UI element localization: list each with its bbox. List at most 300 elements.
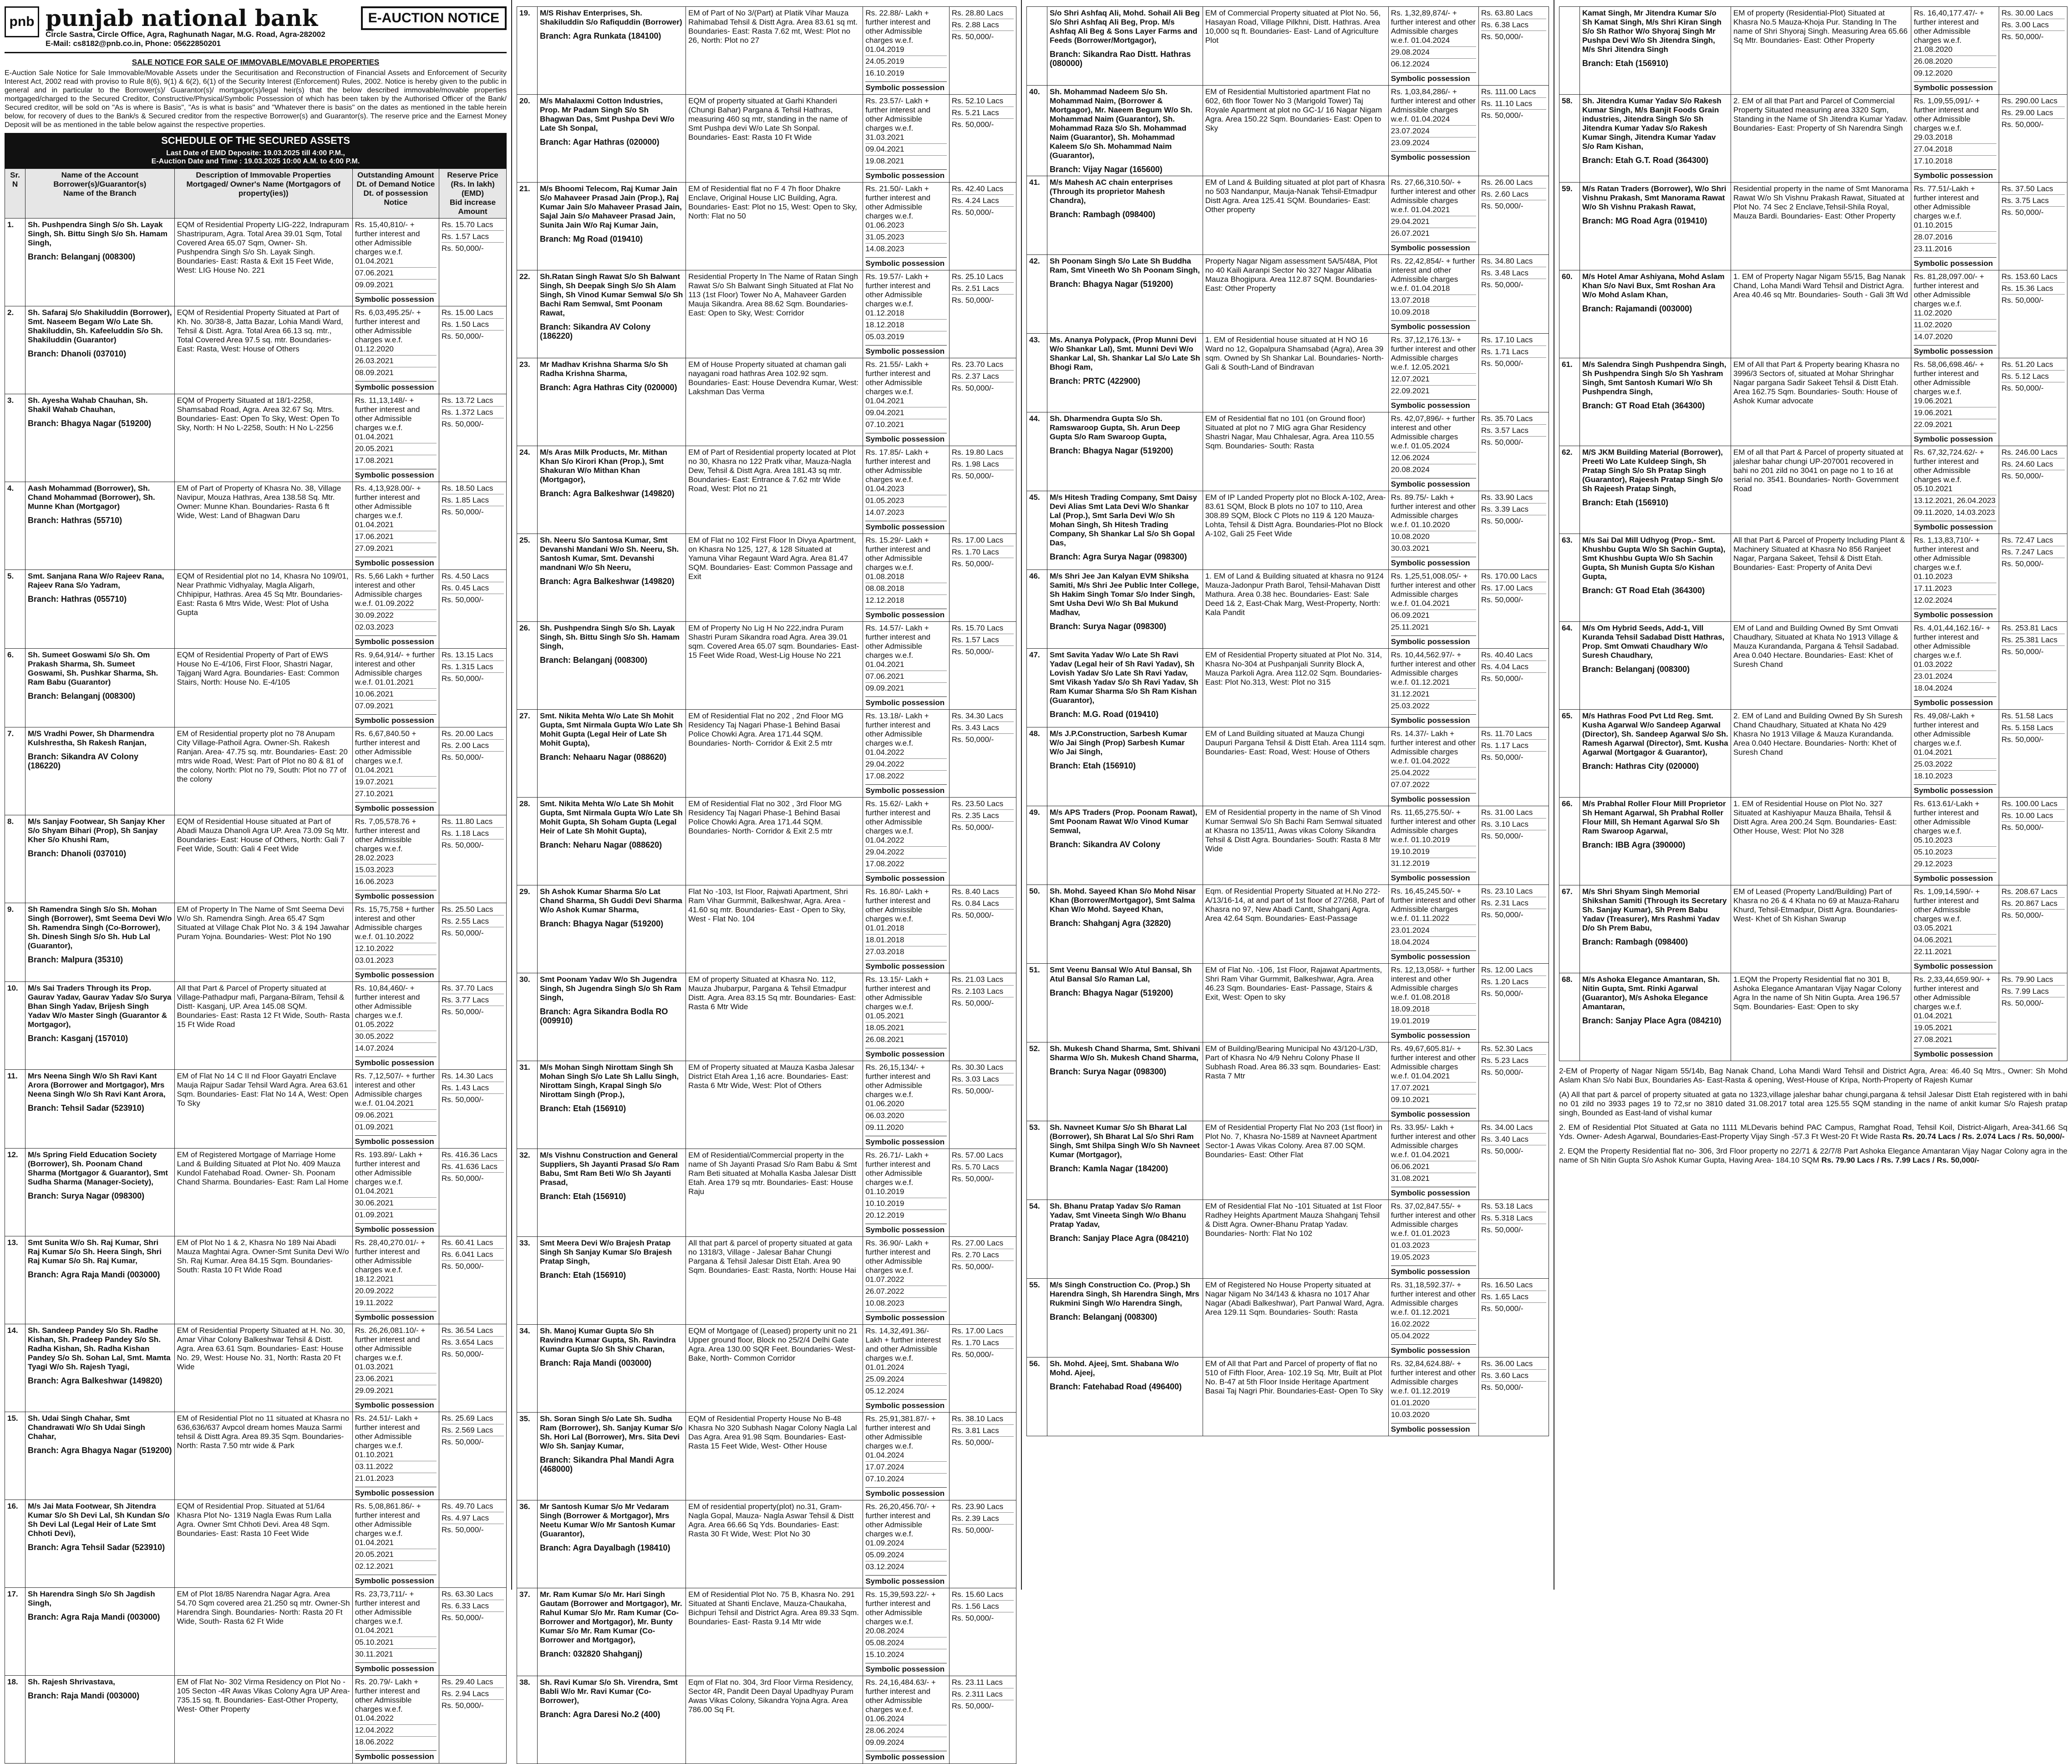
borrower-cell bbox=[25, 482, 175, 570]
possession-notice-date: 02.12.2021 bbox=[355, 1561, 437, 1571]
property-description: EQM of Residential Prop. Situated at 51/64 Khasra Plot No- 1319 Nagla Ewas Rum Lalla Agra. Owner Smt Chhoti Devi. Area 48 Sqm. Boundaries- East: Rasta 10 Feet Wide bbox=[174, 1500, 352, 1588]
demand-notice-date: 05.10.2021 bbox=[355, 1637, 437, 1647]
demand-notice-date: 09.04.2021 bbox=[865, 143, 946, 154]
possession-type: Symbolic possession bbox=[1391, 635, 1476, 646]
reserve-cell bbox=[949, 1237, 1016, 1325]
emd-amount: Rs. 2.37 Lacs bbox=[952, 372, 1014, 382]
reserve-price: Rs. 4.50 Lacs bbox=[442, 572, 504, 582]
reserve-price: Rs. 27.00 Lacs bbox=[952, 1239, 1014, 1249]
bid-increment: Rs. 50,000/- bbox=[442, 1350, 484, 1358]
demand-notice-date: 23.07.2024 bbox=[1391, 125, 1476, 136]
branch-name: Branch: Agra Bhagya Nagar (519200) bbox=[28, 1446, 172, 1455]
demand-notice-date: 31.12.2021 bbox=[1391, 688, 1476, 699]
emd-amount: Rs. 20.867 Lacs bbox=[2001, 899, 2065, 910]
reserve-price: Rs. 290.00 Lacs bbox=[2001, 97, 2065, 107]
amount-cell bbox=[863, 710, 949, 798]
property-description: EM of Property situated at Mauza Kasba Jalesar District Etah Area 1,16 acre. Boundaries- East: Rasta 6 Mtr Wide, West: Plot of Others bbox=[686, 1061, 863, 1149]
property-description: EM of Part of Residential property located at Plot no 30, Khasra no 122 Pratk vihar, Mauza-Nagla Dew, Tehsil & Distt Agra. Area 181.43 sq mtr. Boundaries- East: Entrance & 7.62 mtr Wide Road, West: Plot no 21 bbox=[686, 446, 863, 534]
table-row bbox=[517, 1413, 1016, 1500]
possession-notice-date: 19.11.2022 bbox=[355, 1297, 437, 1307]
borrower-cell bbox=[1047, 1042, 1203, 1121]
reserve-cell bbox=[949, 534, 1016, 622]
bid-increment: Rs. 50,000/- bbox=[1481, 910, 1524, 919]
borrower-cell bbox=[25, 1500, 175, 1588]
borrower-name: Sh. Pushpendra Singh S/o Sh. Layak Singh, Sh. Bittu Singh S/o Sh. Hamam Singh, bbox=[28, 220, 168, 247]
table-row bbox=[5, 903, 507, 982]
reserve-price: Rs. 153.60 Lacs bbox=[2001, 272, 2065, 283]
borrower-cell bbox=[25, 903, 175, 982]
borrower-cell bbox=[25, 570, 175, 649]
bid-increment: Rs. 50,000/- bbox=[442, 1007, 484, 1016]
emd-amount: Rs. 24.60 Lacs bbox=[2001, 460, 2065, 470]
emd-amount: Rs. 3.60 Lacs bbox=[1481, 1371, 1546, 1382]
property-description: Residential Property In The Name of Ratan Singh Rawat S/o Sh Balwant Singh Situated at Flat No 113 (1st Floor) Tower No A, Mahaveer Garden Mauja Sikandra. Area 88.62 Sqm. Boundaries- East: Open to Sky, West: Corridor bbox=[686, 270, 863, 358]
amount-cell bbox=[1388, 806, 1478, 885]
reserve-price: Rs. 100.00 Lacs bbox=[2001, 799, 2065, 810]
row-serial: 24. bbox=[517, 446, 538, 534]
reserve-cell bbox=[949, 7, 1016, 95]
bid-increment: Rs. 50,000/- bbox=[442, 841, 484, 849]
emd-amount: Rs. 2.39 Lacs bbox=[952, 1514, 1014, 1525]
bid-increment: Rs. 50,000/- bbox=[442, 1701, 484, 1710]
demand-notice-date: 09.04.2021 bbox=[865, 407, 946, 417]
borrower-cell bbox=[538, 798, 686, 885]
reserve-price: Rs. 111.00 Lacs bbox=[1481, 87, 1546, 98]
reserve-price: Rs. 72.47 Lacs bbox=[2001, 536, 2065, 546]
amount-cell bbox=[863, 1413, 949, 1500]
outstanding-amount: Rs. 193.89/- Lakh + further interest and other Admissible charges w.e.f. 01.04.2021 bbox=[355, 1150, 423, 1195]
reserve-price: Rs. 52.10 Lacs bbox=[952, 97, 1014, 107]
outstanding-amount: Rs. 1,32,89,874/- + further interest and other Admissible charges w.e.f. 01.04.2024 bbox=[1391, 9, 1476, 45]
table-row bbox=[5, 1676, 507, 1764]
bid-increment: Rs. 50,000/- bbox=[2001, 208, 2044, 217]
property-description: EM of Residential Flat no 302 , 3rd Floor MG Residency Taj Nagari Phase-1 Behind Basai Police Chowki Agra. Area 171.44 SQM. Boundaries- North- Corridor & Exit 2.5 mtr bbox=[686, 798, 863, 885]
demand-notice-date: 17.07.2024 bbox=[865, 1461, 946, 1472]
borrower-name: M/s Sai Traders Through its Prop. Gaurav Yadav, Gaurav Yadav S/o Surya Bhan Singh Yadav, Brijesh Singh Yadav W/o Master Singh (Guarantor & Mortgagor), bbox=[28, 984, 172, 1029]
possession-type: Symbolic possession bbox=[355, 1223, 437, 1234]
bid-increment: Rs. 50,000/- bbox=[2001, 384, 2044, 392]
property-description: EQM of Residential House situated at Part of Abadi Mauza Dhanoli Agra UP. Area 73.09 Sq Mtr. Boundaries- East: House of Others, North: Gali 7 Feet Wide, South: Gali 4 Feet Wide bbox=[174, 815, 352, 903]
row-serial: 19. bbox=[517, 7, 538, 95]
table-row bbox=[517, 1149, 1016, 1237]
logo-text: pnb bbox=[9, 14, 35, 29]
table-row bbox=[1027, 176, 1549, 255]
branch-name: Branch: IBB Agra (390000) bbox=[1582, 840, 1686, 849]
outstanding-amount: Rs. 4,13,928.00/- + further interest and other Admissible charges w.e.f. 01.04.2021 bbox=[355, 484, 421, 529]
possession-notice-date: 27.08.2021 bbox=[1914, 1034, 1996, 1044]
row-serial: 47. bbox=[1027, 649, 1047, 727]
amount-cell bbox=[1911, 973, 1999, 1061]
bid-increment: Rs. 50,000/- bbox=[2001, 472, 2044, 480]
reserve-cell bbox=[949, 270, 1016, 358]
amount-cell bbox=[1911, 358, 1999, 446]
branch-name: Branch: Sikandra AV Colony (186220) bbox=[540, 322, 651, 341]
branch-name: Branch: Malpura (35310) bbox=[28, 955, 123, 964]
table-row bbox=[1559, 622, 2067, 710]
bid-increment: Rs. 50,000/- bbox=[1481, 1304, 1524, 1313]
row-serial: 48. bbox=[1027, 727, 1047, 806]
header-branch-text: Name of the Branch bbox=[63, 189, 137, 198]
branch-name: Branch: Bhagya Nagar (519200) bbox=[1050, 280, 1173, 289]
possession-notice-date: 10.03.2020 bbox=[1391, 1409, 1476, 1419]
reserve-price: Rs. 18.50 Lacs bbox=[442, 484, 504, 494]
borrower-name: Sh. Sandeep Pandey S/o Sh. Radhe Kishan, Sh. Pradeep Pandey S/o Sh. Radha Kishan, Sh. Radha Kishan Pandey S/o Sh. Sohan Lal, Smt. Mamta Tyagi W/o Sh. Rajesh Tyagi, bbox=[28, 1326, 171, 1371]
property-description: All that Part & Parcel of Property situated at Village-Pathadpur mafi, Pargana-Bilram, Tehsil & Distt- Kasganj, UP. Area 145.08 SQM. Boundaries- East: Rasta 12 Ft Wide, South- Rasta 15 Ft Wide Road bbox=[174, 982, 352, 1070]
possession-notice-date: 27.10.2021 bbox=[355, 788, 437, 798]
emd-amount: Rs. 5.23 Lacs bbox=[1481, 1056, 1546, 1067]
demand-notice-date: 17.06.2021 bbox=[355, 531, 437, 541]
borrower-cell bbox=[25, 1412, 175, 1500]
table-row bbox=[5, 1500, 507, 1588]
possession-type: Symbolic possession bbox=[355, 469, 437, 480]
reserve-price: Rs. 13.15 Lacs bbox=[442, 651, 504, 661]
amount-cell bbox=[863, 1500, 949, 1588]
possession-type: Symbolic possession bbox=[355, 381, 437, 392]
reserve-price: Rs. 21.03 Lacs bbox=[952, 975, 1014, 986]
row-serial: 35. bbox=[517, 1413, 538, 1500]
borrower-cell bbox=[25, 306, 175, 394]
property-description: EQM of Property Situated at 18/1-2258, Shamsabad Road, Agra. Area 32.67 Sq. Mtrs. Boundaries- East: Open To Sky, West: Open To Sky, North: H No L-2258, South: H No L-2256 bbox=[174, 394, 352, 482]
outstanding-amount: Rs. 12,13,058/- + further interest and other Admissible charges w.e.f. 01.08.2018 bbox=[1391, 966, 1475, 1001]
possession-type: Symbolic possession bbox=[865, 960, 946, 971]
possession-type: Symbolic possession bbox=[865, 1663, 946, 1674]
amount-cell bbox=[352, 1149, 439, 1236]
branch-name: Branch: Sanjay Place Agra (084210) bbox=[1050, 1234, 1189, 1243]
branch-name: Branch: Agra Hathras City (020000) bbox=[540, 383, 677, 392]
demand-notice-date: 09.06.2021 bbox=[355, 1109, 437, 1120]
demand-notice-date: 19.06.2021 bbox=[1914, 407, 1996, 417]
reserve-cell bbox=[949, 1413, 1016, 1500]
amount-cell bbox=[863, 1325, 949, 1413]
reserve-cell bbox=[1478, 1279, 1549, 1357]
emd-amount: Rs. 1.98 Lacs bbox=[952, 460, 1014, 470]
possession-type: Symbolic possession bbox=[1391, 1423, 1476, 1434]
bid-increment: Rs. 50,000/- bbox=[951, 1614, 994, 1622]
borrower-name: Sh. Dharmendra Gupta S/o Sh. Ramswaroop Gupta, Sh. Arun Deep Gupta S/o Ram Swaroop Gupta, bbox=[1050, 414, 1180, 441]
borrower-cell bbox=[25, 1149, 175, 1236]
outstanding-amount: Rs. 26,15,134/- + further interest and other Admissible charges w.e.f. 01.06.2020 bbox=[865, 1063, 931, 1108]
table-row bbox=[1027, 86, 1549, 176]
bid-increment: Rs. 50,000/- bbox=[442, 674, 484, 683]
branch-name: Branch: Etah (156910) bbox=[540, 1104, 626, 1113]
table-row bbox=[5, 1588, 507, 1676]
bank-info bbox=[46, 6, 325, 48]
reserve-cell bbox=[439, 482, 507, 570]
property-description: EM of Residential Flat no 202 , 2nd Floor MG Residency Taj Nagari Phase-1 Behind Basai Police Chowki Agra. Area 171.44 SQM. Boundaries- North- Corridor & Exit 2.5 mtr bbox=[686, 710, 863, 798]
borrower-name: M/s Ashoka Elegance Amantaran, Sh. Nitin Gupta, Smt. Rinki Agarwal (Guarantor), M/s Ashoka Elegance Amantaran, bbox=[1582, 975, 1720, 1011]
branch-name: Branch: Etah (156910) bbox=[540, 1192, 626, 1201]
amount-cell bbox=[1388, 255, 1478, 334]
row-serial: 25. bbox=[517, 534, 538, 622]
possession-type: Symbolic possession bbox=[865, 1136, 946, 1147]
branch-name: Branch: Bhagya Nagar (519200) bbox=[28, 419, 152, 428]
emd-amount: Rs. 1.85 Lacs bbox=[442, 496, 504, 506]
reserve-price: Rs. 16.50 Lacs bbox=[1481, 1281, 1546, 1291]
emd-amount: Rs. 1.71 Lacs bbox=[1481, 347, 1546, 358]
table-row bbox=[5, 394, 507, 482]
borrower-name: Smt Poonam Yadav W/o Sh Jugendra Singh, Sh Jugendra Singh S/o Sh Ram Singh, bbox=[540, 975, 681, 1002]
property-description: EM of Flat No. -106, 1st Floor, Rajawat Apartments, Shri Ram Vihar Gurmmit, Balkeshwar, Agra. Area 46.23 Sqm. Boundaries- East- Passage, Stairs & Exit, West: Open to sky bbox=[1203, 964, 1388, 1042]
amount-cell bbox=[352, 1070, 439, 1149]
possession-type: Symbolic possession bbox=[355, 1750, 437, 1761]
table-row bbox=[5, 1324, 507, 1412]
row-serial: 62. bbox=[1559, 446, 1580, 534]
reserve-price: Rs. 17.10 Lacs bbox=[1481, 336, 1546, 346]
property-description: All that part & parcel of property situated at gata no 1318/3, Village - Jalesar Bahar Chungi Pargana & Tehsil Jalesar Distt Etah. Area 90 Sqm. Boundaries- East: Rasta, North: House Hai bbox=[686, 1237, 863, 1325]
possession-notice-date: 26.08.2021 bbox=[865, 1034, 946, 1044]
bid-increment: Rs. 50,000/- bbox=[951, 1174, 994, 1183]
bid-increment: Rs. 50,000/- bbox=[951, 472, 994, 480]
amount-cell bbox=[1911, 885, 1999, 973]
amount-cell bbox=[1388, 412, 1478, 491]
possession-notice-date: 29.12.2023 bbox=[1914, 858, 1996, 869]
possession-type: Symbolic possession bbox=[1391, 557, 1476, 568]
emd-last-date: Last Date of EMD Deposite: 19.03.2025 till 4:00 P.M., bbox=[166, 149, 345, 157]
table-row bbox=[1027, 727, 1549, 806]
reserve-price: Rs. 35.70 Lacs bbox=[1481, 414, 1546, 425]
reserve-cell bbox=[1999, 446, 2067, 534]
borrower-name: M/s Hathras Food Pvt Ltd Reg. Smt. Kusha Agarwal W/o Sandeep Agarwal (Director), Sh. Sandeep Agarwal S/o Sh. Ramesh Agarwal (Director), Smt. Kusha Agarwal (Mortgagor & Guarantor), bbox=[1582, 712, 1728, 757]
branch-name: Branch: Neharu Nagar (088620) bbox=[540, 840, 662, 849]
possession-type: Symbolic possession bbox=[1391, 72, 1476, 83]
bid-increment: Rs. 50,000/- bbox=[951, 1350, 994, 1359]
reserve-cell bbox=[439, 649, 507, 727]
bid-increment: Rs. 50,000/- bbox=[2001, 911, 2044, 920]
property-description: EM of Registered Mortgage of Marriage Home Land & Building Situated at Plot No. 409 Mauza Kundol Fatehabad Road. Owner- Sh. Poonam Chand Sharma. Boundaries- East: Ram Lal Home bbox=[174, 1149, 352, 1236]
outstanding-amount: Rs. 2,33,44,659.90/- + further interest and other Admissible charges w.e.f. 01.04.2021 bbox=[1914, 975, 1991, 1020]
branch-name: Branch: Agra Raja Mandi (003000) bbox=[28, 1270, 160, 1279]
table-row bbox=[517, 1676, 1016, 1764]
possession-type: Symbolic possession bbox=[865, 872, 946, 883]
outstanding-amount: Rs. 10,44,562.97/- + further interest and other Admissible charges w.e.f. 01.12.2021 bbox=[1391, 651, 1476, 686]
borrower-cell bbox=[25, 394, 175, 482]
borrower-cell bbox=[1580, 7, 1731, 95]
row-serial: 63. bbox=[1559, 534, 1580, 622]
masthead bbox=[5, 6, 507, 53]
borrower-name: M/s Vishnu Construction and General Suppliers, Sh Jayanti Prasad S/o Ram Babu, Smt Ram Beti W/o Sh Jayanti Prasad, bbox=[540, 1151, 680, 1187]
possession-type: Symbolic possession bbox=[1391, 1266, 1476, 1276]
outstanding-amount: Rs. 31,18,592.37/- + further interest and other Admissible charges w.e.f. 01.12.2021 bbox=[1391, 1281, 1476, 1317]
amount-cell bbox=[1911, 622, 1999, 710]
borrower-name: M/s Bhoomi Telecom, Raj Kumar Jain S/o Mahaveer Prasad Jain (Prop.), Raj Kumar Jain S/o Mahaveer Prasad Jain, Sajal Jain S/o Mahaveer Prasad Jain, Sunita Jain W/o Raj Kumar Jain, bbox=[540, 184, 682, 229]
outstanding-amount: Rs. 5,66 Lakh + further interest and other Admissible charges w.e.f. 01.09.2022 bbox=[355, 572, 434, 608]
note-b: (A) All that part & parcel of property situated at gata no 1323,village jaleshar bahar chungi,pargana & tehsil Jalesar Distt Etah registered with in bahi no 01 zild no 3933 pages 19 to 72,sr no 3810 dated 31.08.2017 total area 125.55 SQM standing in the name of ankit kumar S/o Rajesh pratap singh, Bounded as East-land of vishal kumar bbox=[1559, 1090, 2067, 1117]
row-serial: 10. bbox=[5, 982, 25, 1070]
bid-increment: Rs. 50,000/- bbox=[442, 1095, 484, 1104]
demand-notice-date: 13.12.2021, 26.04.2023 bbox=[1914, 495, 1996, 505]
borrower-name: M/s Spring Field Education Society (Borrower), Sh. Poonam Chand Sharma (Mortgagor & Guarantor), Smt Sudha Sharma (Manager-Society), bbox=[28, 1150, 168, 1186]
reserve-price: Rs. 25.10 Lacs bbox=[952, 272, 1014, 283]
reserve-cell bbox=[1478, 885, 1549, 964]
possession-type: Symbolic possession bbox=[1914, 696, 1996, 707]
possession-notice-date: 01.09.2021 bbox=[355, 1209, 437, 1220]
amount-cell bbox=[863, 270, 949, 358]
reserve-cell bbox=[949, 1325, 1016, 1413]
row-serial bbox=[1027, 7, 1047, 86]
header-emd-text: (EMD) bbox=[461, 189, 484, 198]
borrower-name: Mr Madhav Krishna Sharma S/o Sh Radha Krishna Sharma, bbox=[540, 360, 668, 378]
outstanding-amount: Rs. 49,08/-Lakh + further interest and other Admissible charges w.e.f. 01.04.2021 bbox=[1914, 712, 1979, 757]
demand-notice-date: 26.03.2021 bbox=[355, 355, 437, 366]
borrower-name: Sh Harendra Singh S/o Sh Jagdish Singh, bbox=[28, 1590, 155, 1607]
possession-notice-date: 05.12.2024 bbox=[865, 1385, 946, 1396]
borrower-name: Kamat Singh, Mr Jitendra Kumar S/o Sh Kamat Singh, M/s Shri Kiran Singh S/o Sh Rathor W/o Shyoraj Singh Mr Pushpa Devi W/o Sh Jitendra Singh, M/s Shri Jitendra Singh bbox=[1582, 9, 1722, 54]
reserve-price: Rs. 25.69 Lacs bbox=[442, 1414, 504, 1424]
property-description: EM of Commercial Property situated at Plot No. 56, Hasayan Road, Village Pilkhni, Distt. Hathras. Area 10,000 sq ft. Boundaries- East- Land of Agriculture Plot bbox=[1203, 7, 1388, 86]
reserve-price: Rs. 38.10 Lacs bbox=[952, 1414, 1014, 1425]
borrower-cell bbox=[1580, 358, 1731, 446]
property-description: EM of Leased (Property Land/Building) Part of Khasra no 26 & 4 Khata no 69 at Mauza-Raharu Khurd, Tehsil-Etmadpur, Distt Agra. Boundaries- West- Khet of Sh Kishan Swarup bbox=[1731, 885, 1911, 973]
possession-notice-date: 21.01.2023 bbox=[355, 1473, 437, 1483]
amount-cell bbox=[1911, 446, 1999, 534]
bid-increment: Rs. 50,000/- bbox=[1481, 517, 1524, 525]
demand-notice-date: 12.06.2024 bbox=[1391, 452, 1476, 463]
branch-name: Branch: Sikandra AV Colony bbox=[1050, 840, 1161, 849]
borrower-cell bbox=[538, 1237, 686, 1325]
table-row bbox=[517, 973, 1016, 1061]
emd-amount: Rs. 11.10 Lacs bbox=[1481, 99, 1546, 110]
branch-name: Branch: MG Road Agra (019410) bbox=[1582, 216, 1707, 225]
branch-name: Branch: Belanganj (008300) bbox=[1050, 1312, 1158, 1322]
possession-type: Symbolic possession bbox=[865, 169, 946, 180]
branch-name: Branch: Surya Nagar (098300) bbox=[1050, 622, 1167, 631]
header-name-text: Name of the Account Borrower(s)/Guarantor(s) bbox=[53, 171, 147, 188]
reserve-cell bbox=[439, 1324, 507, 1412]
reserve-cell bbox=[1999, 885, 2067, 973]
borrower-cell bbox=[1580, 622, 1731, 710]
notice-intro: E-Auction Sale Notice for Sale Immovable/Movable Assets under the Securitisation and Reconstruction of Financial Assets and Enforcement of Security Interest Act, 2002 read with proviso to Rule 8(6), 9(1) & 6(2), 6(1) of the Security Interest (Enforcement) Rules, 2002. Notice is hereby given to the public in general and in particular to the Borrower(s)/ Guarantor(s)/ mortgagor(s)/legal heir(s) that the below described immovable/movable properties mortgaged/charged to the Secured Creditor, Constructive/Physical/Symbolic Possession of which has been taken by the Authorised Officer of the Bank/ Secured creditor, will be sold on "As is where is Basis", "As is what is basis" and "Whatever there is basis" on the dates as mentioned in the table herein below, for recovery of dues to the Bank/s & Secured creditor from the respective Borrower(s) and Guarantor(s). The reserve price and the Earnest Money Deposit will be as mentioned in the table below against the respective properties. bbox=[5, 69, 507, 129]
reserve-price: Rs. 15.00 Lacs bbox=[442, 308, 504, 319]
possession-notice-date: 09.11.2020 bbox=[865, 1122, 946, 1132]
reserve-cell bbox=[1999, 798, 2067, 885]
amount-cell bbox=[1388, 7, 1478, 86]
borrower-cell bbox=[1047, 1357, 1203, 1436]
reserve-cell bbox=[1478, 570, 1549, 649]
emd-amount: Rs. 7.247 Lacs bbox=[2001, 548, 2065, 558]
borrower-name: M/s Ratan Traders (Borrower), W/o Shri Vishnu Prakash, Smt Manorama Rawat W/o Sh Vishnu Prakash Rawat, bbox=[1582, 184, 1727, 211]
table-row bbox=[1559, 710, 2067, 798]
borrower-name: Smt Meera Devi W/o Brajesh Pratap Singh Sh Sanjay Kumar S/o Brajesh Pratap Singh, bbox=[540, 1239, 672, 1266]
table-row bbox=[1027, 806, 1549, 885]
branch-name: Branch: Agra Runkata (184100) bbox=[540, 31, 661, 41]
possession-notice-date: 14.07.2024 bbox=[355, 1042, 437, 1053]
row-serial: 51. bbox=[1027, 964, 1047, 1042]
table-row bbox=[1027, 334, 1549, 412]
reserve-price: Rs. 11.70 Lacs bbox=[1481, 729, 1546, 740]
amount-cell bbox=[863, 534, 949, 622]
borrower-name: Sh Ramendra Singh S/o Sh. Mohan Singh (Borrower), Smt Seema Devi W/o Sh. Ramendra Singh (Co-Borrower), Sh. Dinesh Singh S/o Sh. Hub Lal (Guarantor), bbox=[28, 905, 172, 950]
row-serial: 42. bbox=[1027, 255, 1047, 334]
property-description: 2. EM of all that Part and Parcel of Commercial Property Situated measuring area 3320 Sqm, Standing in the Name of Sh Jitendra Kumar Yadav. Boundaries- East: Property of Sh Narendra Singh bbox=[1731, 95, 1911, 183]
reserve-price: Rs. 208.67 Lacs bbox=[2001, 887, 2065, 898]
property-description: EQM of Residential Property LIG-222, Indrapuram Shastripuram, Agra. Total Area 39.01 Sqm, Total Covered Area 65.07 Sqm, Owner- Sh. Pushpendra Singh S/o Sh. Layak Singh. Boundaries- East: Rasta & Exit 15 Feet Wide, West: LIG House No. 221 bbox=[174, 219, 352, 306]
property-description: EM of Residential Property situated at Plot No. 314, Khasra No-304 at Pushpanjali Sunrity Block A, Mauza Parkoli Agra. Area 112.02 Sqm. Boundaries- East: Plot No.313, West: Plot no 315 bbox=[1203, 649, 1388, 727]
bid-increment: Rs. 50,000/- bbox=[951, 296, 994, 305]
borrower-cell bbox=[1580, 798, 1731, 885]
emd-amount: Rs. 6.33 Lacs bbox=[442, 1601, 504, 1612]
emd-amount: Rs. 1.56 Lacs bbox=[952, 1602, 1014, 1612]
possession-type: Symbolic possession bbox=[355, 1575, 437, 1586]
possession-notice-date: 15.10.2024 bbox=[865, 1649, 946, 1659]
borrower-name: Sh. Ayesha Wahab Chauhan, Sh. Shakil Wahab Chauhan, bbox=[28, 396, 148, 414]
amount-cell bbox=[1911, 798, 1999, 885]
reserve-price: Rs. 37.50 Lacs bbox=[2001, 184, 2065, 195]
note-d-amount: Rs. 79.90 Lacs / Rs. 7.99 Lacs / Rs. 50,000/- bbox=[1821, 1156, 1980, 1164]
demand-notice-date: 05.09.2024 bbox=[865, 1549, 946, 1560]
reserve-cell bbox=[1478, 1042, 1549, 1121]
demand-notice-date: 08.08.2018 bbox=[865, 583, 946, 593]
bid-increment: Rs. 50,000/- bbox=[442, 595, 484, 604]
reserve-price: Rs. 170.00 Lacs bbox=[1481, 572, 1546, 582]
property-description: EM of Plot 18/85 Narendra Nagar Agra. Area 54.70 Sqm covered area 21.250 sq mtr. Owner-Sh Harendra Singh. Boundaries- North: Rasta 20 Ft Wide, South- Rasta 62 Ft Wide bbox=[174, 1588, 352, 1676]
property-description: EM of Residential Plot no 11 situated at Khasra no 636,636/637 Avpcol dream homes Mauza Sarmi tehsil & Distt Agra. Area 89.35 Sqm. Boundaries- North: Rasta 7.50 mtr wide & Park bbox=[174, 1412, 352, 1500]
reserve-cell bbox=[1478, 7, 1549, 86]
row-serial bbox=[1559, 7, 1580, 95]
property-description: 1.EQM the Property Residential flat no 301 B, Ashoka Elegance Amantaran Vijay Nagar Colony Agra In the name of Sh Nitin Gupta. Area 196.57 Sqm. Boundaries- East: Open to sky bbox=[1731, 973, 1911, 1061]
borrower-name: Sh. Sumeet Goswami S/o Sh. Om Prakash Sharma, Sh. Sumeet Goswami, Sh. Pushkar Sharma, Sh. Ram Babu (Guarantor) bbox=[28, 651, 158, 686]
borrower-name: Sh. Pushpendra Singh S/o Sh. Layak Singh, Sh. Bittu Singh S/o Sh. Hamam Singh, bbox=[540, 624, 680, 651]
possession-notice-date: 01.09.2021 bbox=[355, 1121, 437, 1132]
possession-notice-date: 29.09.2021 bbox=[355, 1385, 437, 1395]
table-header-row bbox=[5, 169, 507, 219]
possession-type: Symbolic possession bbox=[355, 890, 437, 901]
bid-increment: Rs. 50,000/- bbox=[1481, 1383, 1524, 1392]
demand-notice-date: 11.02.2020 bbox=[1914, 319, 1996, 330]
table-row bbox=[5, 306, 507, 394]
row-serial: 66. bbox=[1559, 798, 1580, 885]
borrower-cell bbox=[1047, 649, 1203, 727]
amount-cell bbox=[352, 219, 439, 306]
table-row bbox=[1027, 255, 1549, 334]
header-amount bbox=[352, 169, 439, 219]
borrower-name: Sh. Neeru S/o Santosa Kumar, Smt Devanshi Mandani W/o Sh. Neeru, Sh. Santosh Kumar, Smt. Devanshi mandnani W/o Sh Neeru, bbox=[540, 536, 679, 572]
borrower-cell bbox=[538, 446, 686, 534]
possession-notice-date: 20.08.2024 bbox=[1391, 464, 1476, 474]
borrower-cell bbox=[1047, 491, 1203, 570]
emd-amount: Rs. 6.041 Lacs bbox=[442, 1250, 504, 1261]
demand-notice-date: 01.01.2020 bbox=[1391, 1397, 1476, 1408]
amount-cell bbox=[1388, 491, 1478, 570]
reserve-price: Rs. 34.80 Lacs bbox=[1481, 257, 1546, 267]
emd-amount: Rs. 3.10 Lacs bbox=[1481, 820, 1546, 830]
possession-type: Symbolic possession bbox=[1391, 320, 1476, 331]
possession-notice-date: 12.12.2018 bbox=[865, 595, 946, 605]
property-description: EM of All that Part and Parcel of property of flat no 510 of Fifth Floor, Area- 102.19 Sq. Mtr, Built at Plot No. B-47 at 5th Floor Inside Heritage Apartment Basai Taj Nagri Phir. Boundaries-East- Open To Sky bbox=[1203, 1357, 1388, 1436]
demand-notice-date: 29.04.2022 bbox=[865, 846, 946, 857]
bid-increment: Rs. 50,000/- bbox=[1481, 280, 1524, 289]
emd-amount: Rs. 1.50 Lacs bbox=[442, 320, 504, 330]
table-row bbox=[1559, 95, 2067, 183]
branch-name: Branch: Agra Dayalbagh (198410) bbox=[540, 1543, 670, 1552]
property-description: EM of Part of No 3/(Part) at Platik Vihar Mauza Rahimabad Tehsil & Distt Agra. Area 83.61 sq mt. Boundaries- East: Rasta 7.62 mt, West: Plot no 26, North: Plot no 27 bbox=[686, 7, 863, 95]
emd-amount: Rs. 1.17 Lacs bbox=[1481, 741, 1546, 752]
emd-amount: Rs. 5.21 Lacs bbox=[952, 108, 1014, 119]
reserve-cell bbox=[439, 982, 507, 1070]
possession-notice-date: 09.10.2021 bbox=[1391, 1094, 1476, 1104]
possession-notice-date: 25.11.2021 bbox=[1391, 621, 1476, 632]
borrower-name: M/s Prabhal Roller Flour Mill Proprietor Sh Hemant Agarwal, Sh Prabhal Roller Flour Mill, Sh Hemant Agarwal S/o Sh Ram Swaroop Agarwal, bbox=[1582, 799, 1726, 835]
branch-name: Branch: Belanganj (008300) bbox=[28, 691, 136, 701]
amount-cell bbox=[863, 973, 949, 1061]
possession-type: Symbolic possession bbox=[865, 345, 946, 356]
branch-name: Branch: Belanganj (008300) bbox=[1582, 665, 1690, 674]
branch-name: Branch: Agra Daresi No.2 (400) bbox=[540, 1710, 660, 1719]
table-row bbox=[517, 1500, 1016, 1588]
property-description: EM of all that Part & Parcel of property situated at jaleshar bahar chungi UP-207001 recovered in bahi no 201 zild no 3041 on page no 1 to 16 at serial no. 3541. Boundaries- North- Government Road bbox=[1731, 446, 1911, 534]
table-row bbox=[1027, 885, 1549, 964]
demand-notice-date: 26.08.2020 bbox=[1914, 56, 1996, 66]
bid-increment: Rs. 50,000/- bbox=[951, 1262, 994, 1271]
